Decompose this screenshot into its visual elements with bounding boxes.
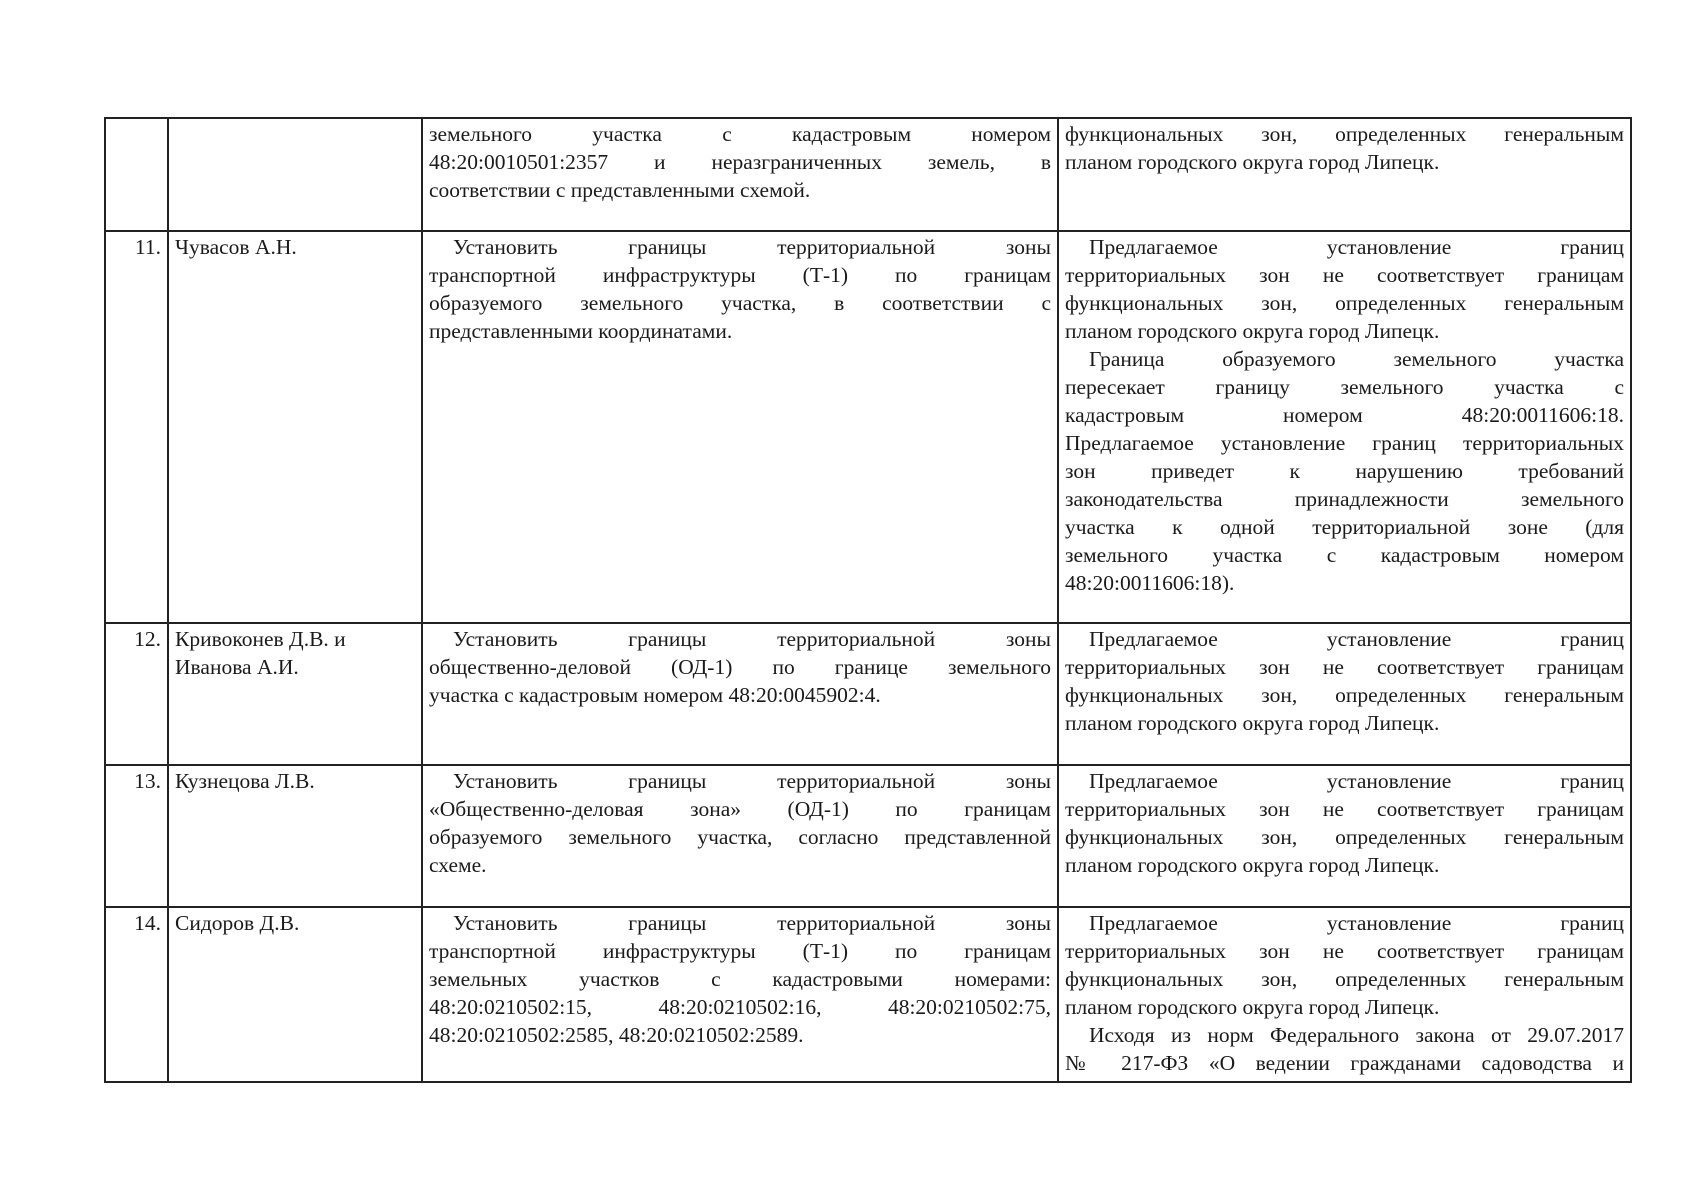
row-number: 14. [105, 907, 168, 1082]
applicant-name: Чувасов А.Н. [168, 231, 422, 623]
table-row [105, 907, 1631, 1082]
table-row [105, 231, 1631, 623]
proposal-text: Установить границы территориальной зоны общественно-деловой (ОД-1) по границе земельного участка с кадастровым номером 48:20:0045902:4. [422, 623, 1058, 765]
conclusion-text: Предлагаемое установление границ территориальных зон не соответствует границам функциональных зон, определенных генеральным планом городского округа город Липецк. Граница образуемого земельного участка пересекает границу земельного участка с кадастровым номером 48:20:0011606:18. Предлагаемое установление границ территориальных зон приведет к нарушению требований законодательства принадлежности земельного участка к одной территориальной зоне (для земельного участка с кадастровым номером 48:20:0011606:18). [1058, 231, 1631, 623]
table-row [105, 118, 1631, 231]
proposal-text: Установить границы территориальной зоны транспортной инфраструктуры (Т-1) по границам образуемого земельного участка, в соответствии с представленными координатами. [422, 231, 1058, 623]
row-number: 11. [105, 231, 168, 623]
proposals-table [104, 117, 1632, 1083]
table-row [105, 623, 1631, 765]
proposal-text: Установить границы территориальной зоны «Общественно-деловая зона» (ОД-1) по границам образуемого земельного участка, согласно представленной схеме. [422, 765, 1058, 907]
proposal-text: Установить границы территориальной зоны транспортной инфраструктуры (Т-1) по границам земельных участков с кадастровыми номерами: 48:20:0210502:15, 48:20:0210502:16, 48:20:0210502:75, 48:20:0210502:2585, 48:20:0210502:2589. [422, 907, 1058, 1082]
row-number [105, 118, 168, 231]
applicant-name: Кривоконев Д.В. и Иванова А.И. [168, 623, 422, 765]
applicant-name: Сидоров Д.В. [168, 907, 422, 1082]
row-number: 12. [105, 623, 168, 765]
row-number: 13. [105, 765, 168, 907]
conclusion-text: функциональных зон, определенных генеральным планом городского округа город Липецк. [1058, 118, 1631, 231]
applicant-name [168, 118, 422, 231]
applicant-name: Кузнецова Л.В. [168, 765, 422, 907]
conclusion-text: Предлагаемое установление границ территориальных зон не соответствует границам функциональных зон, определенных генеральным планом городского округа город Липецк. [1058, 765, 1631, 907]
proposal-text: земельного участка с кадастровым номером 48:20:0010501:2357 и неразграниченных земель, в соответствии с представленными схемой. [422, 118, 1058, 231]
table-row [105, 765, 1631, 907]
conclusion-text: Предлагаемое установление границ территориальных зон не соответствует границам функциональных зон, определенных генеральным планом городского округа город Липецк. [1058, 623, 1631, 765]
conclusion-text: Предлагаемое установление границ территориальных зон не соответствует границам функциональных зон, определенных генеральным планом городского округа город Липецк. Исходя из норм Федерального закона от 29.07.2017 № 217-ФЗ «О ведении гражданами садоводства и [1058, 907, 1631, 1082]
